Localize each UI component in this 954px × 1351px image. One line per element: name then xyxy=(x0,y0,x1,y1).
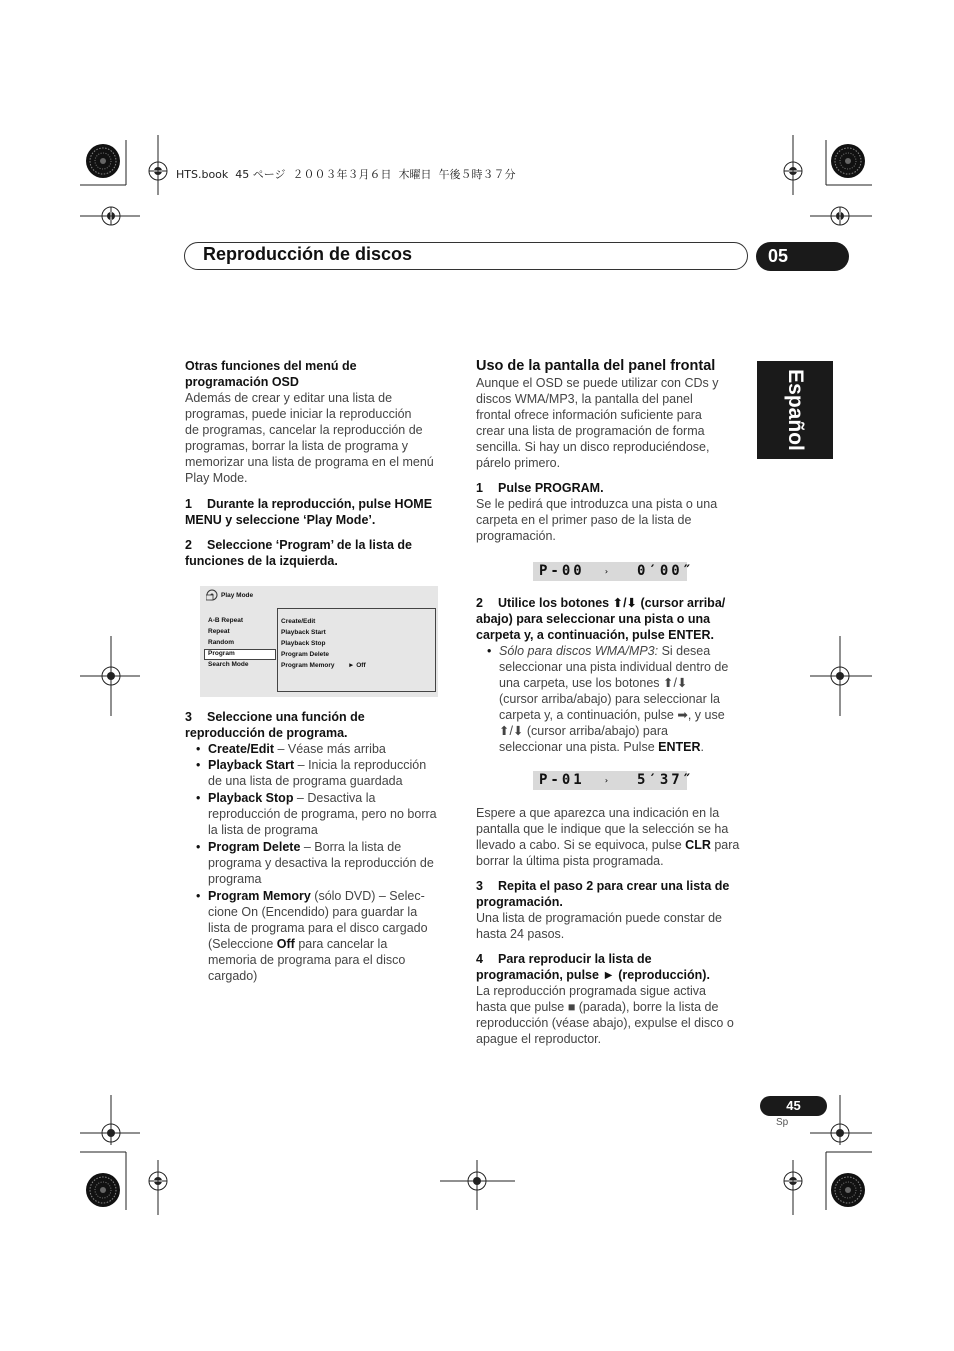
left-step-2: 2 Seleccione ‘Program’ de la lista de funciones de la izquierda. xyxy=(185,538,412,568)
wma-mp3-note xyxy=(476,643,748,755)
osd-submenu-item[interactable]: Program Delete xyxy=(281,651,330,658)
left-column-lower xyxy=(185,709,457,984)
right-step-1: 1 Pulse PROGRAM. xyxy=(476,481,604,495)
right-column-step2 xyxy=(476,595,748,755)
right-step-1-body: Se le pedirá que introduzca una pista o una carpeta en el primer paso de la lista de programación. xyxy=(476,497,718,543)
osd-menu-item-selected[interactable]: Program xyxy=(208,650,235,657)
front-panel-display-1: P-00 › 0′00″ xyxy=(533,562,687,581)
list-item: • Playback Stop – Desactiva la reproducción de programa, pero no borra la lista de programa xyxy=(185,790,457,838)
osd-submenu-panel xyxy=(277,608,436,692)
right-step-3: 3 Repita el paso 2 para crear una lista de programación. xyxy=(476,879,730,909)
right-heading: Uso de la pantalla del panel frontal xyxy=(476,358,716,374)
left-heading: Otras funciones del menú de programación OSD xyxy=(185,359,357,389)
front-panel-display-2: P-01 › 5′37″ xyxy=(533,771,687,790)
left-step-3: 3 Seleccione una función de reproducción de programa. xyxy=(185,710,365,740)
right-step-3-body: Una lista de programación puede constar de hasta 24 pasos. xyxy=(476,911,722,941)
language-tab xyxy=(757,361,833,459)
right-column xyxy=(476,357,748,544)
language-code: Sp xyxy=(776,1117,789,1128)
osd-submenu-item[interactable]: Playback Stop xyxy=(281,640,326,647)
list-item: • Create/Edit – Véase más arriba xyxy=(185,741,457,757)
right-step-4-body: La reproducción programada sigue activa hasta que pulse ■ (parada), borre la lista de reproducción (véase abajo), expulse el disco o apague el reproductor. xyxy=(476,984,734,1046)
list-item: • Program Delete – Borra la lista de programa y desactiva la reproducción de programa xyxy=(185,839,457,887)
language-tab-label: Español xyxy=(784,369,807,451)
osd-play-mode-screen xyxy=(200,586,438,697)
list-item: • Program Memory (sólo DVD) – Selec- cione On (Encendido) para guardar la lista de programa para el disco cargado (Seleccione Off para cancelar la memoria de programa para el disco cargado) xyxy=(185,888,457,984)
osd-menu-item[interactable]: Search Mode xyxy=(208,661,249,668)
list-item: • Playback Start – Inicia la reproducción de una lista de programa guardada xyxy=(185,757,457,789)
program-functions-list xyxy=(185,741,457,984)
right-intro: Aunque el OSD se puede utilizar con CDs y discos WMA/MP3, la pantalla del panel frontal ofrece información suficiente para crear una lista de programación de forma sencilla. Si hay un disco reproduciéndose, párelo primero. xyxy=(476,376,719,470)
page-number: 45 xyxy=(760,1096,827,1116)
osd-submenu-item[interactable]: Program Memory xyxy=(281,662,335,669)
right-step-4: 4 Para reproducir la lista de programación, pulse ► (reproducción). xyxy=(476,952,710,982)
list-item: • Sólo para discos WMA/MP3: Si desea seleccionar una pista individual dentro de una carpeta, use los botones ⬆/⬇ (cursor arriba/abajo) para seleccionar la carpeta y, a continuación, pulse ➡, y use ⬆/⬇ (cursor arriba/abajo) para seleccionar una pista. Pulse ENTER. xyxy=(476,643,748,755)
disc-icon xyxy=(206,589,218,601)
left-intro: Además de crear y editar una lista de programas, puede iniciar la reproducción de programas, cancelar la reproducción de programas, borrar la lista de programa y memorizar una lista de programa en el menú Play Mode. xyxy=(185,391,434,485)
right-step-2: 2 Utilice los botones ⬆/⬇ (cursor arriba/ abajo) para seleccionar una pista o una carpeta y, a continuación, pulse ENTER. xyxy=(476,596,726,642)
osd-menu-item[interactable]: A-B Repeat xyxy=(208,617,244,624)
page-title: Reproducción de discos xyxy=(203,244,413,264)
print-line: HTS.book 45 ページ ２００３年３月６日 木曜日 午後５時３７分 xyxy=(176,168,516,181)
after-display-text: Espere a que aparezca una indicación en la pantalla que le indique que la selección se ha llevado a cabo. Si se equivoca, pulse CLR para borrar la última pista programada. xyxy=(476,806,740,868)
osd-submenu-item[interactable]: Playback Start xyxy=(281,629,326,636)
osd-title: Play Mode xyxy=(221,592,254,599)
chapter-badge: 05 xyxy=(756,242,849,271)
right-column-lower xyxy=(476,805,748,1047)
left-step-1: 1 Durante la reproducción, pulse HOME MENU y seleccione ‘Play Mode’. xyxy=(185,497,433,527)
osd-menu-item[interactable]: Repeat xyxy=(208,628,230,635)
osd-submenu-item[interactable]: Create/Edit xyxy=(281,618,316,625)
osd-menu-item[interactable]: Random xyxy=(208,639,234,646)
osd-memory-value[interactable]: ► Off xyxy=(348,662,366,669)
left-column xyxy=(185,358,457,569)
